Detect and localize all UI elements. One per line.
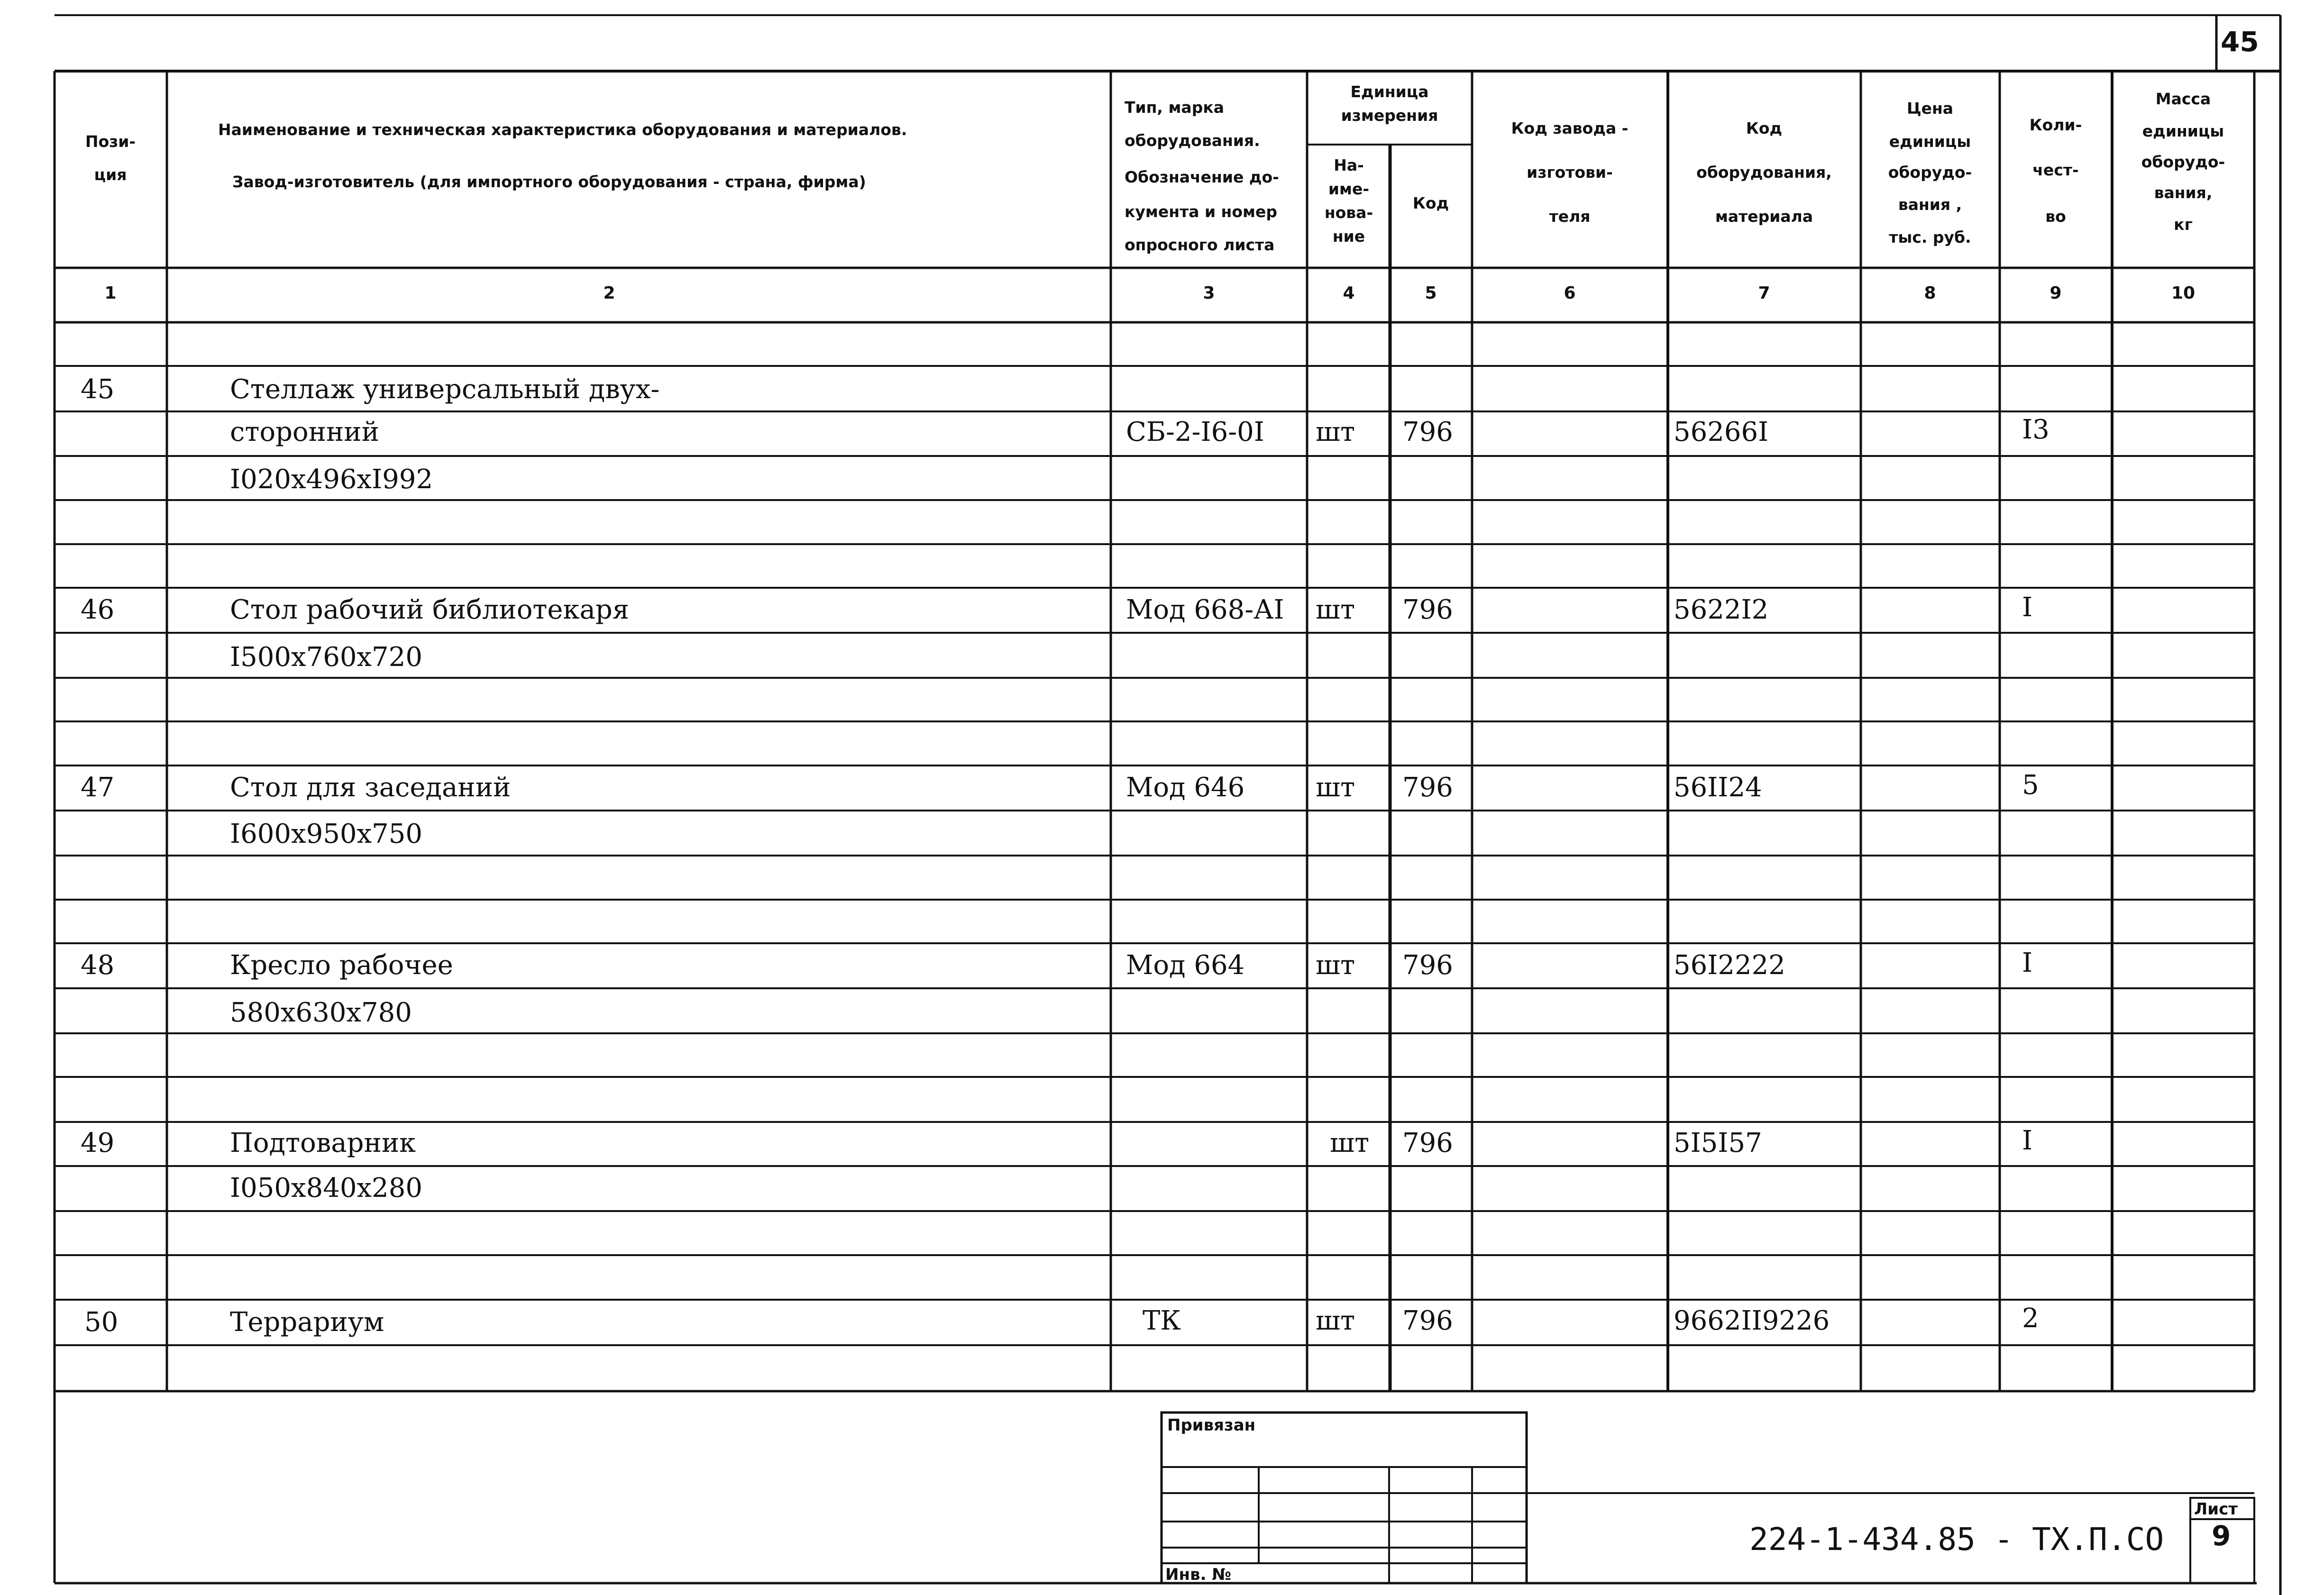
quantity-cell: I	[2022, 1125, 2033, 1156]
equipment-code-cell: 5I5I57	[1674, 1128, 1762, 1158]
header-mass-line-1: Масса	[2155, 90, 2211, 108]
name-cell: Террариум	[230, 1307, 384, 1338]
header-type-line-5: опросного листа	[1125, 236, 1275, 254]
header-qty-line-1: Коли-	[2029, 116, 2082, 134]
unit-cell: шт	[1316, 772, 1355, 803]
header-price-line-3: оборудо-	[1888, 163, 1972, 182]
header-price-line-4: вания ,	[1898, 195, 1962, 214]
table-header	[85, 82, 2225, 254]
column-number: 5	[1425, 283, 1437, 303]
type-cell: ТК	[1143, 1305, 1181, 1336]
quantity-cell: 2	[2022, 1303, 2039, 1334]
column-number: 7	[1758, 283, 1770, 303]
equipment-code-cell: 56266I	[1674, 417, 1769, 447]
table-row	[81, 1125, 2032, 1203]
name-cell: Стол рабочий библиотекаря	[230, 594, 630, 625]
header-qty-line-3: во	[2045, 207, 2066, 226]
row-lines	[55, 366, 2254, 1391]
header-price-line-5: тыс. руб.	[1889, 228, 1971, 246]
header-mass-line-5: кг	[2174, 215, 2193, 234]
unit-code-cell: 796	[1402, 1128, 1453, 1158]
inventory-number-label: Инв. №	[1165, 1565, 1232, 1584]
header-name-line-2: Завод-изготовитель (для импортного оборудования - страна, фирма)	[232, 173, 866, 191]
header-equip-code-line-3: материала	[1715, 207, 1813, 226]
type-cell: Мод 664	[1126, 950, 1245, 981]
quantity-cell: I	[2022, 592, 2033, 623]
name-cell: I050х840х280	[230, 1173, 422, 1203]
name-cell: Стеллаж универсальный двух-	[230, 374, 660, 405]
header-mass-line-3: оборудо-	[2141, 153, 2225, 171]
header-position-line-2: ция	[94, 165, 127, 184]
type-cell: Мод 668-АI	[1126, 594, 1284, 625]
unit-code-cell: 796	[1402, 950, 1453, 981]
header-unit-name-line-1: На-	[1334, 156, 1364, 174]
type-cell: Мод 646	[1126, 772, 1245, 803]
header-type-line-3: Обозначение до-	[1125, 168, 1279, 186]
equipment-code-cell: 9662II9226	[1674, 1305, 1830, 1336]
column-number: 8	[1924, 283, 1936, 303]
header-equip-code-line-2: оборудования,	[1696, 163, 1832, 182]
position-cell: 50	[84, 1307, 119, 1338]
unit-code-cell: 796	[1402, 772, 1453, 803]
header-unit-name-line-2: име-	[1328, 180, 1370, 198]
unit-code-cell: 796	[1402, 594, 1453, 625]
equipment-code-cell: 56I2222	[1674, 950, 1785, 981]
name-cell: 580х630х780	[230, 997, 412, 1028]
quantity-cell: I	[2022, 948, 2033, 978]
column-number: 2	[603, 283, 615, 303]
header-mass-line-2: единицы	[2142, 122, 2224, 140]
name-cell: Подтоварник	[230, 1128, 416, 1158]
column-number: 6	[1564, 283, 1576, 303]
column-numbers	[104, 283, 2195, 303]
header-type-line-4: кумента и номер	[1125, 202, 1278, 221]
name-cell: Кресло рабочее	[230, 950, 453, 981]
bound-label: Привязан	[1167, 1416, 1256, 1435]
unit-cell: шт	[1316, 950, 1355, 981]
page-number: 45	[2221, 26, 2259, 58]
position-cell: 48	[81, 950, 115, 981]
quantity-cell: I3	[2022, 414, 2050, 445]
name-cell: I600х950х750	[230, 819, 422, 849]
position-cell: 45	[81, 374, 115, 405]
header-name-line-1: Наименование и техническая характеристика оборудования и материалов.	[218, 120, 907, 139]
table-row	[81, 374, 2050, 495]
column-dividers	[167, 71, 2254, 1391]
equipment-code-cell: 5622I2	[1674, 594, 1769, 625]
table-row	[84, 1303, 2039, 1338]
header-type-line-1: Тип, марка	[1125, 98, 1224, 117]
unit-cell: шт	[1316, 594, 1355, 625]
position-cell: 47	[81, 772, 115, 803]
unit-code-cell: 796	[1402, 1305, 1453, 1336]
sheet-label: Лист	[2194, 1500, 2238, 1519]
header-maker-code-line-3: теля	[1549, 207, 1591, 226]
name-cell: I020х496хI992	[230, 464, 433, 495]
document-code: 224-1-434.85 - ТХ.П.СО	[1749, 1521, 2164, 1558]
sheet-number: 9	[2212, 1520, 2231, 1552]
unit-code-cell: 796	[1402, 417, 1453, 447]
header-unit-code: Код	[1412, 194, 1449, 212]
position-cell: 49	[81, 1128, 115, 1158]
header-equip-code-line-1: Код	[1746, 119, 1783, 137]
unit-cell: шт	[1316, 417, 1355, 447]
header-position-line-1: Пози-	[85, 132, 136, 151]
name-cell: I500х760х720	[230, 642, 422, 673]
equipment-code-cell: 56II24	[1674, 772, 1762, 803]
header-price-line-2: единицы	[1889, 132, 1971, 151]
column-number: 1	[104, 283, 117, 303]
header-maker-code-line-2: изготови-	[1527, 163, 1613, 182]
quantity-cell: 5	[2022, 770, 2039, 801]
name-cell: сторонний	[230, 417, 379, 447]
header-type-line-2: оборудования.	[1125, 131, 1260, 150]
type-cell: СБ-2-I6-0I	[1126, 417, 1264, 447]
column-number: 3	[1203, 283, 1215, 303]
header-maker-code-line-1: Код завода -	[1511, 119, 1629, 137]
header-mass-line-4: вания,	[2154, 183, 2213, 202]
name-cell: Стол для заседаний	[230, 772, 511, 803]
title-block	[1162, 1413, 2254, 1584]
unit-cell: шт	[1330, 1128, 1370, 1158]
header-unit-group-line-1: Единица	[1350, 82, 1429, 101]
column-number: 4	[1343, 283, 1355, 303]
header-unit-name-line-3: нова-	[1324, 203, 1373, 222]
position-cell: 46	[81, 594, 115, 625]
unit-cell: шт	[1316, 1305, 1355, 1336]
column-number: 9	[2050, 283, 2062, 303]
header-price-line-1: Цена	[1906, 99, 1954, 118]
header-qty-line-2: чест-	[2032, 161, 2079, 179]
header-unit-group-line-2: измерения	[1341, 106, 1438, 125]
header-unit-name-line-4: ние	[1332, 227, 1365, 246]
column-number: 10	[2171, 283, 2196, 303]
